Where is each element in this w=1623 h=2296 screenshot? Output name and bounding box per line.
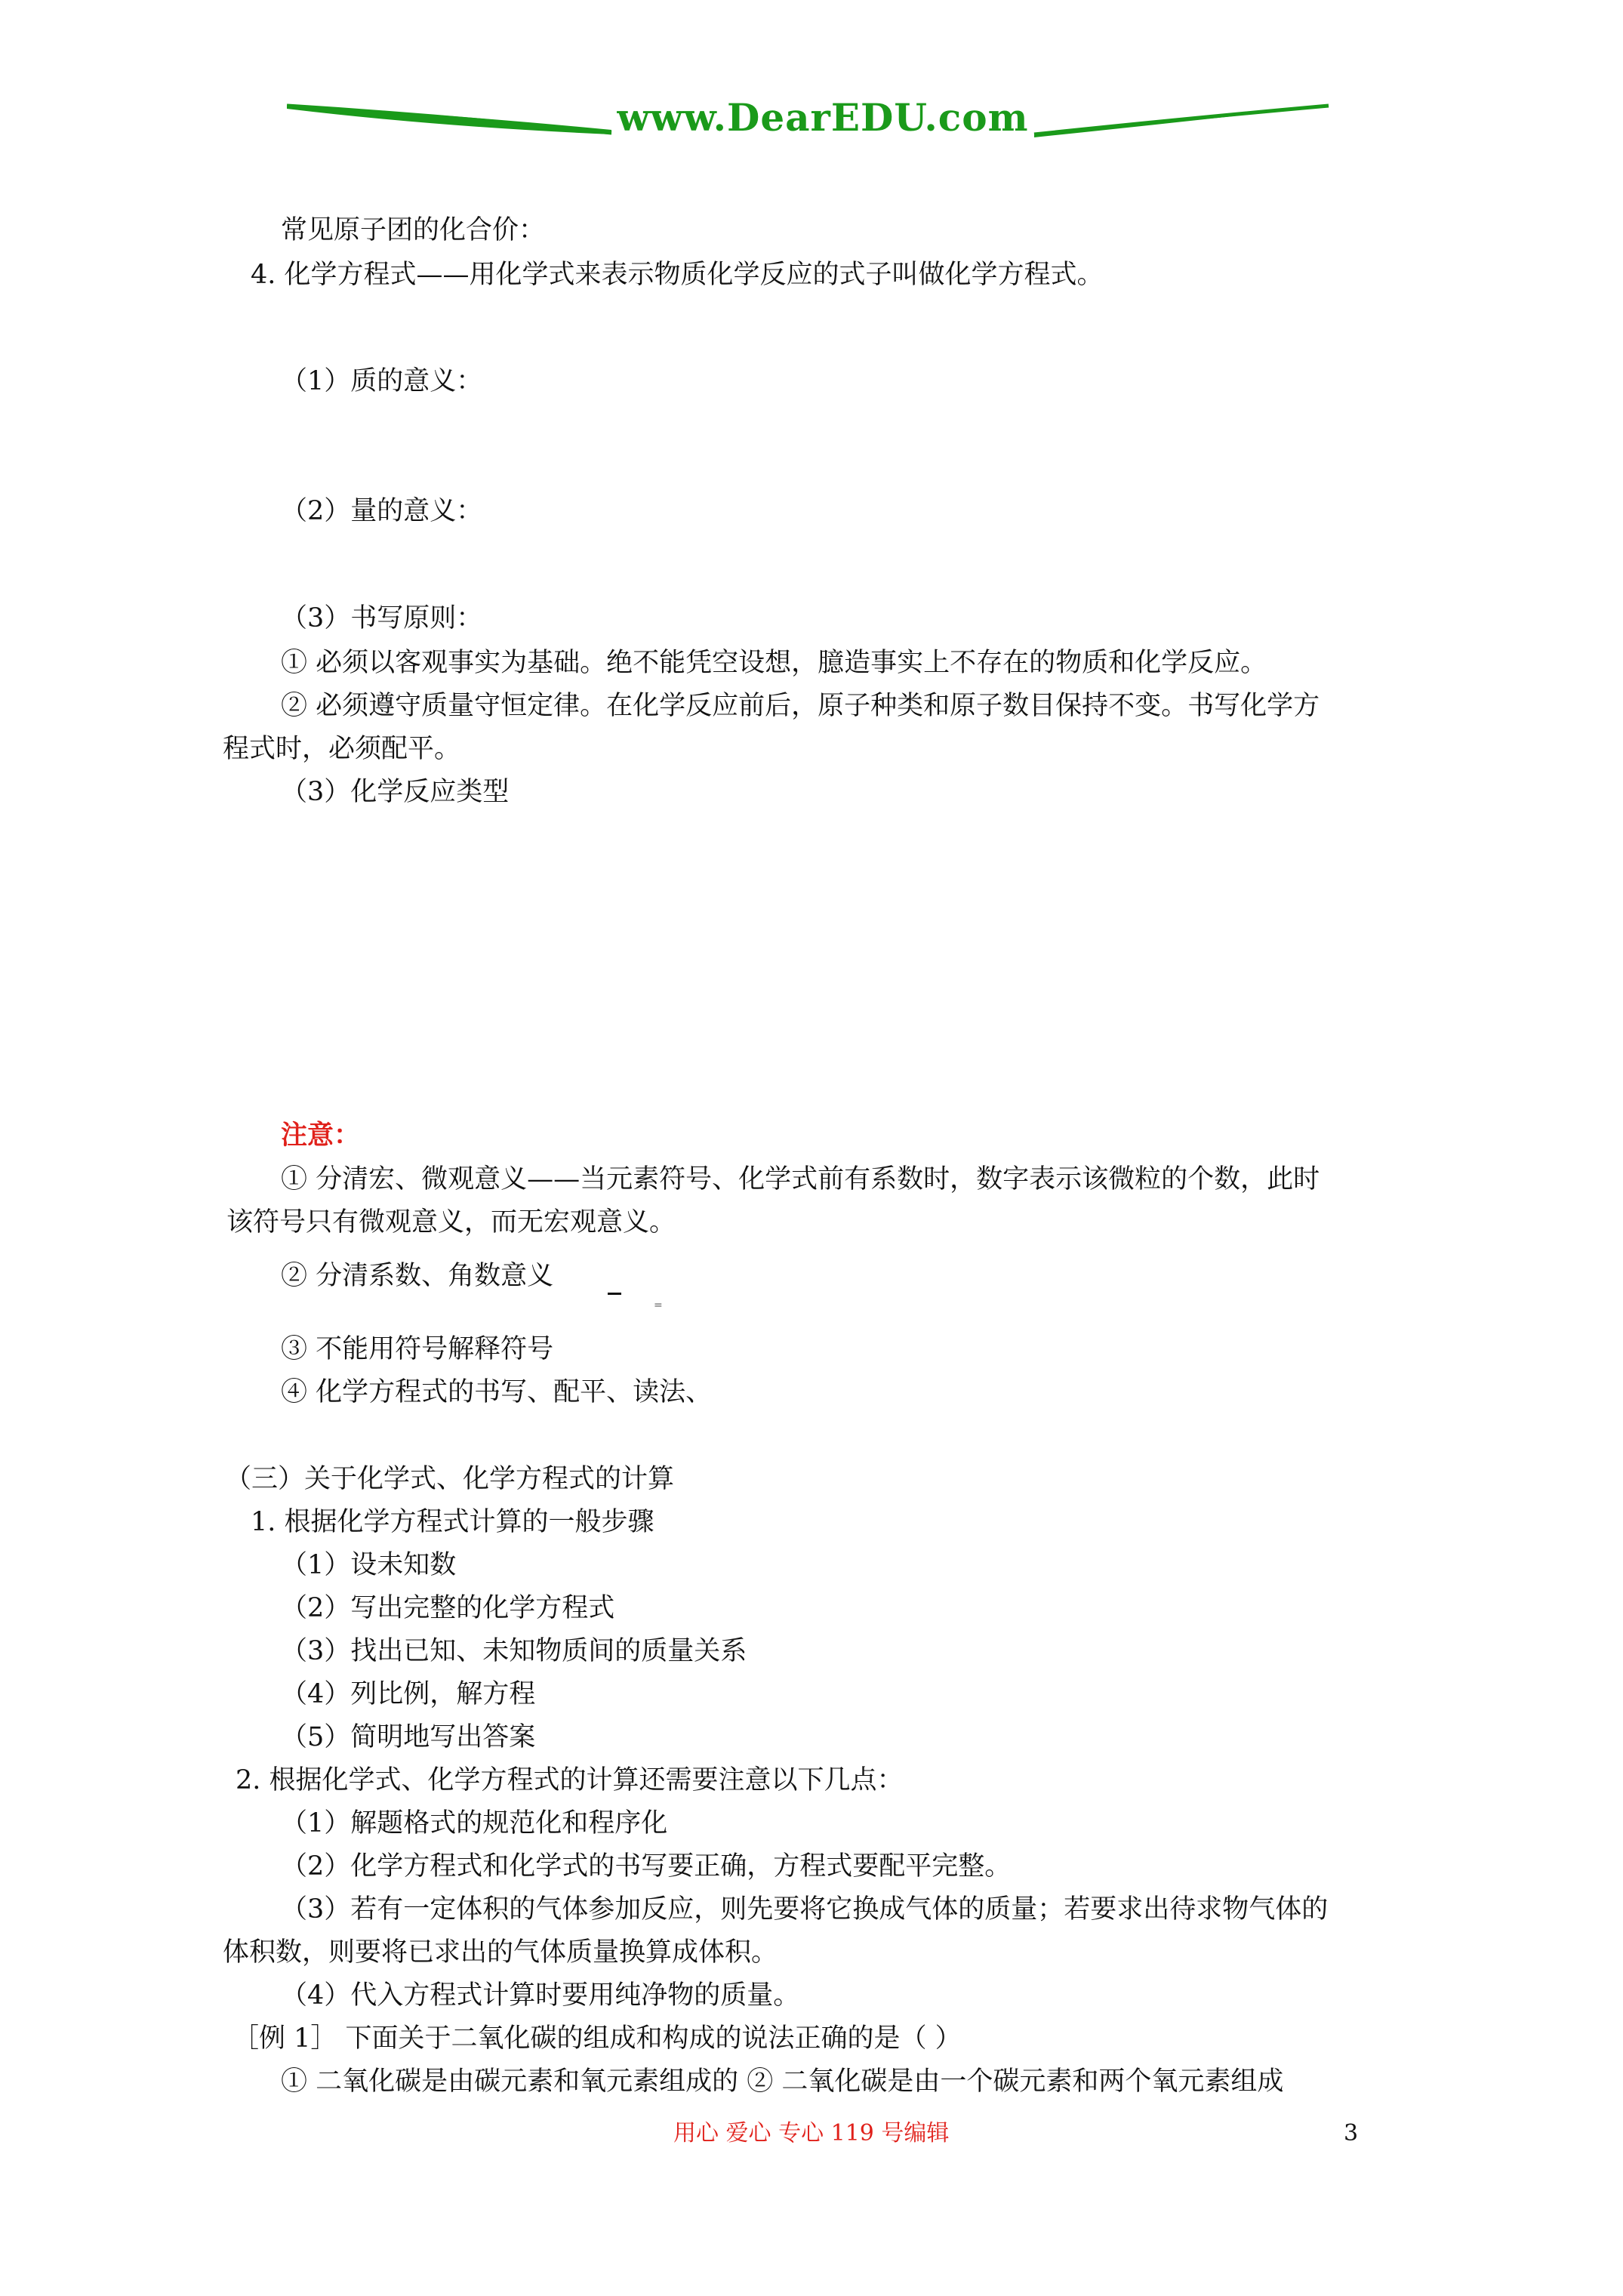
example-question: ［例 1］ 下面关于二氧化碳的组成和构成的说法正确的是（ ）: [233, 2023, 962, 2054]
header-banner: [287, 83, 1344, 166]
page-number: 3: [1344, 2120, 1359, 2147]
underscore-mark: [608, 1293, 621, 1295]
list-item: （2）写出完整的化学方程式: [281, 1593, 615, 1623]
list-item: （4）代入方程式计算时要用纯净物的质量。: [281, 1980, 800, 2011]
text-line: ① 必须以客观事实为基础。绝不能凭空设想，臆造事实上不存在的物质和化学反应。: [281, 648, 1267, 678]
text-line: 体积数，则要将已求出的气体质量换算成体积。: [223, 1937, 778, 1968]
text-line: 1. 根据化学方程式计算的一般步骤: [251, 1507, 654, 1537]
text-line: ② 分清系数、角数意义: [281, 1261, 554, 1291]
text-line: ① 分清宏、微观意义——当元素符号、化学式前有系数时，数字表示该微粒的个数，此时: [281, 1164, 1320, 1194]
text-line: 2. 根据化学式、化学方程式的计算还需要注意以下几点：: [236, 1765, 904, 1795]
text-line: ④ 化学方程式的书写、配平、读法、: [281, 1377, 713, 1407]
list-item: （1）解题格式的规范化和程序化: [281, 1808, 668, 1838]
text-line: 程式时，必须配平。: [223, 734, 461, 764]
site-logo-text: www.DearEDU.com: [617, 95, 1029, 140]
text-line: ① 二氧化碳是由碳元素和氧元素组成的 ② 二氧化碳是由一个碳元素和两个氧元素组成: [281, 2066, 1284, 2097]
list-item: （2）化学方程式和化学式的书写要正确，方程式要配平完整。: [281, 1851, 1012, 1881]
text-line: 该符号只有微观意义，而无宏观意义。: [226, 1207, 676, 1237]
text-line: ③ 不能用符号解释符号: [281, 1334, 554, 1364]
text-line: （3）化学反应类型: [281, 777, 510, 807]
section-heading: （三）关于化学式、化学方程式的计算: [225, 1464, 675, 1494]
list-item: （1）设未知数: [281, 1550, 457, 1580]
note-heading: 注意：: [281, 1120, 361, 1151]
list-item: （4）列比例，解方程: [281, 1679, 536, 1709]
text-line: 常见原子团的化合价：: [281, 215, 546, 245]
text-line: （3）书写原则：: [281, 603, 483, 633]
footer-slogan: 用心 爱心 专心 119 号编辑: [673, 2120, 950, 2147]
list-item: （3）找出已知、未知物质间的质量关系: [281, 1636, 747, 1666]
list-item: （3）若有一定体积的气体参加反应，则先要将它换成气体的质量；若要求出待求物气体的: [281, 1894, 1329, 1925]
text-line: （2）量的意义：: [281, 496, 483, 526]
text-line: ② 必须遵守质量守恒定律。在化学反应前后，原子种类和原子数目保持不变。书写化学方: [281, 691, 1320, 721]
text-line: （1）质的意义：: [281, 366, 483, 396]
tiny-mark: =: [654, 1299, 663, 1311]
section-heading: 4. 化学方程式——用化学式来表示物质化学反应的式子叫做化学方程式。: [251, 260, 1104, 290]
list-item: （5）简明地写出答案: [281, 1722, 536, 1752]
